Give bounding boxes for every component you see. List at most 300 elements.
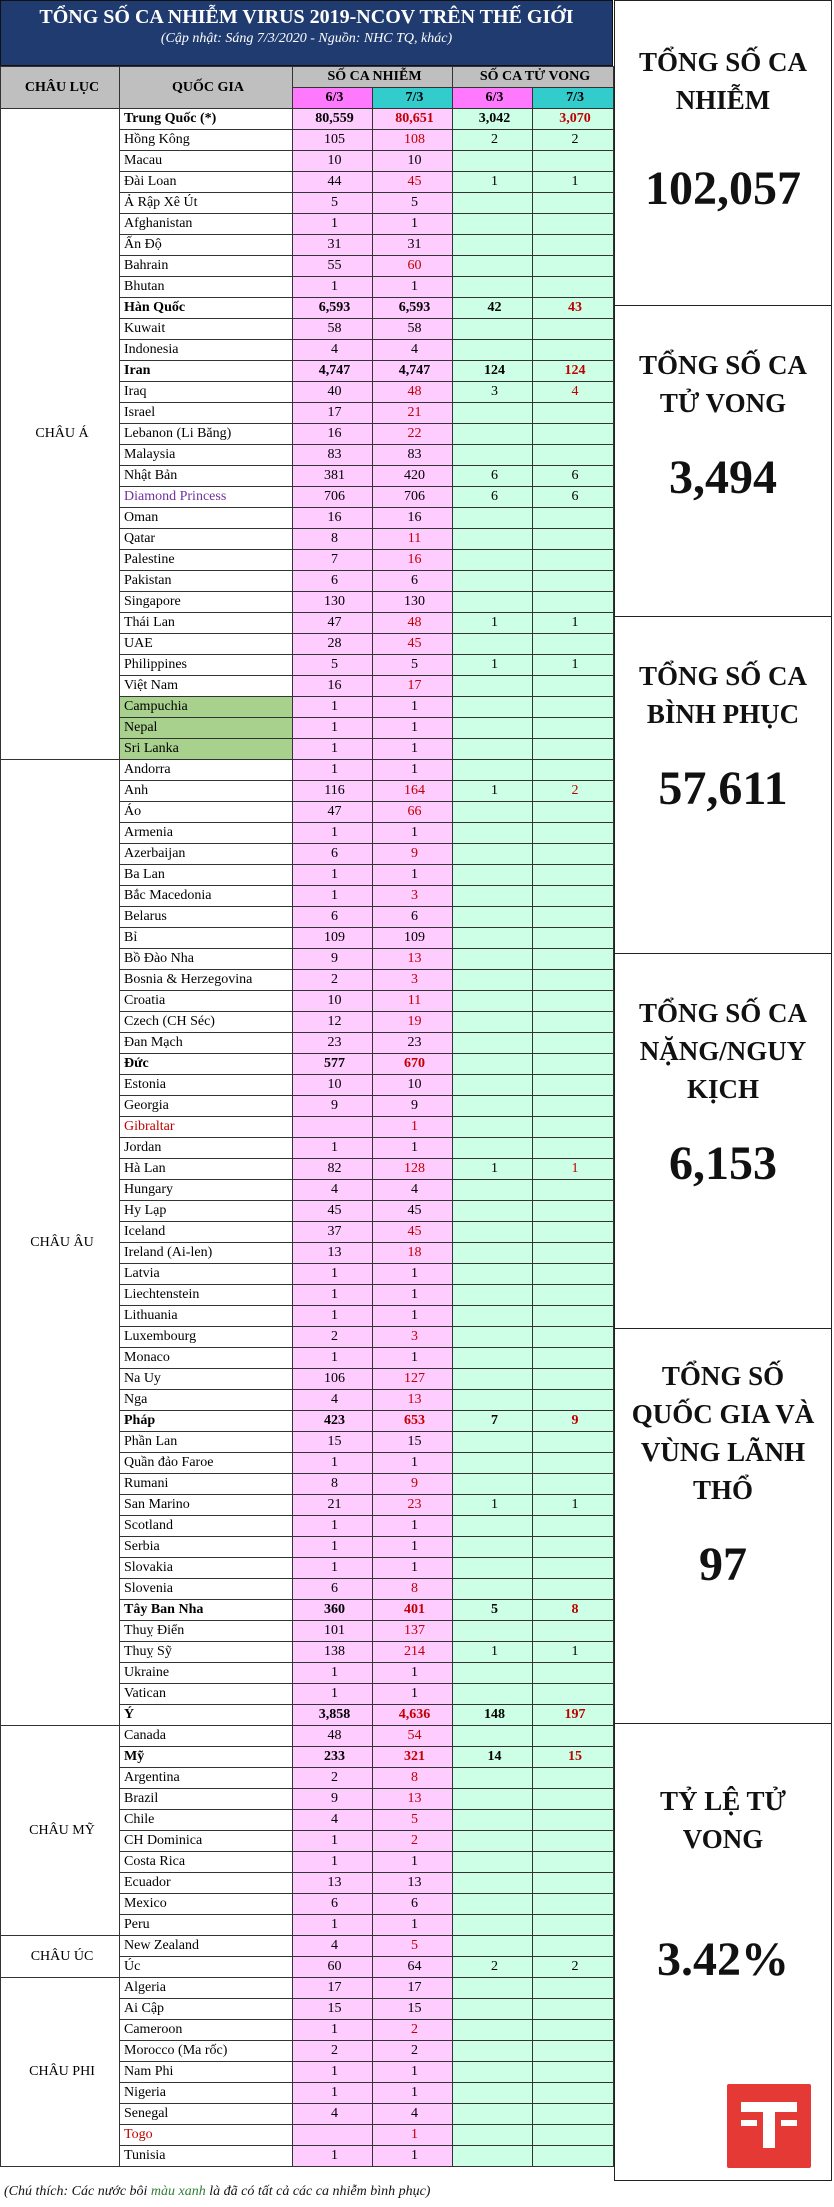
cases-prev-cell: 381 bbox=[293, 466, 373, 487]
country-name: Canada bbox=[120, 1726, 293, 1747]
deaths-prev-cell bbox=[453, 907, 533, 928]
continent-cell: CHÂU Á bbox=[1, 109, 120, 760]
deaths-prev-cell bbox=[453, 1222, 533, 1243]
deaths-prev-cell bbox=[453, 571, 533, 592]
deaths-prev-cell bbox=[453, 1453, 533, 1474]
cases-prev-cell: 1 bbox=[293, 277, 373, 298]
deaths-prev-cell bbox=[453, 1894, 533, 1915]
deaths-curr-cell bbox=[533, 1810, 614, 1831]
cases-curr-cell: 4,636 bbox=[373, 1705, 453, 1726]
fatality-value: 3.42% bbox=[657, 1933, 789, 1986]
continent-header: CHÂU LỤC bbox=[1, 67, 120, 109]
cases-prev-cell: 16 bbox=[293, 508, 373, 529]
cases-curr-cell: 18 bbox=[373, 1243, 453, 1264]
cases-prev-cell: 21 bbox=[293, 1495, 373, 1516]
cases-curr-cell: 137 bbox=[373, 1621, 453, 1642]
cases-prev-cell: 1 bbox=[293, 1663, 373, 1684]
deaths-prev-cell bbox=[453, 1558, 533, 1579]
cases-curr-cell: 653 bbox=[373, 1411, 453, 1432]
country-name: Tây Ban Nha bbox=[120, 1600, 293, 1621]
country-name: Diamond Princess bbox=[120, 487, 293, 508]
cases-prev-cell: 31 bbox=[293, 235, 373, 256]
deaths-prev-cell bbox=[453, 1012, 533, 1033]
deaths-prev-cell bbox=[453, 1369, 533, 1390]
cases-prev-cell: 6,593 bbox=[293, 298, 373, 319]
deaths-prev-cell bbox=[453, 949, 533, 970]
tuoi-tre-logo-icon bbox=[727, 2084, 811, 2168]
cases-curr-cell: 5 bbox=[373, 1810, 453, 1831]
deaths-curr-cell: 1 bbox=[533, 172, 614, 193]
cases-curr-cell: 4 bbox=[373, 340, 453, 361]
deaths-prev-cell bbox=[453, 1936, 533, 1957]
country-name: Singapore bbox=[120, 592, 293, 613]
deaths-curr-cell bbox=[533, 1453, 614, 1474]
deaths-curr-cell bbox=[533, 1117, 614, 1138]
deaths-prev-cell bbox=[453, 928, 533, 949]
cases-prev-cell: 1 bbox=[293, 865, 373, 886]
deaths-prev-cell bbox=[453, 424, 533, 445]
cases-prev-cell: 233 bbox=[293, 1747, 373, 1768]
cases-prev-cell: 130 bbox=[293, 592, 373, 613]
summary-panel bbox=[614, 0, 832, 2181]
country-name: Brazil bbox=[120, 1789, 293, 1810]
deaths-curr-cell bbox=[533, 319, 614, 340]
cases-curr-cell: 6 bbox=[373, 1894, 453, 1915]
deaths-curr-cell bbox=[533, 886, 614, 907]
cases-curr-cell: 321 bbox=[373, 1747, 453, 1768]
country-name: Nga bbox=[120, 1390, 293, 1411]
country-name: Hy Lạp bbox=[120, 1201, 293, 1222]
deaths-prev-cell bbox=[453, 1768, 533, 1789]
cases-curr-cell: 45 bbox=[373, 172, 453, 193]
cases-prev-cell: 28 bbox=[293, 634, 373, 655]
deaths-curr-cell bbox=[533, 1852, 614, 1873]
deaths-curr-cell bbox=[533, 529, 614, 550]
cases-prev-cell: 109 bbox=[293, 928, 373, 949]
deaths-curr-cell bbox=[533, 1726, 614, 1747]
country-name: Đan Mạch bbox=[120, 1033, 293, 1054]
deaths-prev-cell bbox=[453, 1726, 533, 1747]
cases-prev-cell: 58 bbox=[293, 319, 373, 340]
cases-prev-cell: 4 bbox=[293, 1810, 373, 1831]
deaths-prev-cell bbox=[453, 970, 533, 991]
country-name: Ba Lan bbox=[120, 865, 293, 886]
country-name: Thái Lan bbox=[120, 613, 293, 634]
cases-curr-cell: 9 bbox=[373, 1474, 453, 1495]
country-name: Algeria bbox=[120, 1978, 293, 1999]
cases-curr-cell: 1 bbox=[373, 1453, 453, 1474]
country-name: Morocco (Ma rốc) bbox=[120, 2041, 293, 2062]
cases-prev-cell: 1 bbox=[293, 697, 373, 718]
deaths-curr-cell: 2 bbox=[533, 130, 614, 151]
cases-prev-cell: 1 bbox=[293, 739, 373, 760]
country-name: Lithuania bbox=[120, 1306, 293, 1327]
deaths-prev-cell: 124 bbox=[453, 361, 533, 382]
deaths-curr-cell bbox=[533, 1978, 614, 1999]
table-row bbox=[1, 1936, 614, 1957]
cases-prev-cell: 6 bbox=[293, 907, 373, 928]
deaths-curr-cell bbox=[533, 1474, 614, 1495]
cases-prev-cell: 706 bbox=[293, 487, 373, 508]
deaths-curr-cell bbox=[533, 1264, 614, 1285]
deaths-curr-cell bbox=[533, 1348, 614, 1369]
deaths-curr-cell bbox=[533, 823, 614, 844]
country-name: Nhật Bản bbox=[120, 466, 293, 487]
cases-prev-cell: 5 bbox=[293, 193, 373, 214]
cases-prev-cell bbox=[293, 2125, 373, 2146]
deaths-curr-cell bbox=[533, 718, 614, 739]
cases-prev-cell: 1 bbox=[293, 1915, 373, 1936]
deaths-prev-cell bbox=[453, 760, 533, 781]
country-name: Iraq bbox=[120, 382, 293, 403]
country-name: Qatar bbox=[120, 529, 293, 550]
deaths-prev-cell bbox=[453, 718, 533, 739]
deaths-curr-cell: 3,070 bbox=[533, 109, 614, 130]
country-name: Iceland bbox=[120, 1222, 293, 1243]
deaths-curr-cell bbox=[533, 1243, 614, 1264]
country-name: Gibraltar bbox=[120, 1117, 293, 1138]
cases-prev-cell: 1 bbox=[293, 2020, 373, 2041]
total-deaths-value: 3,494 bbox=[669, 451, 777, 504]
cases-prev-cell: 3,858 bbox=[293, 1705, 373, 1726]
cases-curr-cell: 13 bbox=[373, 1873, 453, 1894]
total-deaths-box bbox=[615, 306, 831, 617]
deaths-prev-cell: 6 bbox=[453, 466, 533, 487]
table-row bbox=[1, 760, 614, 781]
deaths-prev-cell bbox=[453, 844, 533, 865]
critical-label: TỔNG SỐ CA NẶNG/NGUY KỊCH bbox=[638, 998, 808, 1104]
deaths-curr-cell bbox=[533, 2125, 614, 2146]
deaths-prev-cell bbox=[453, 1327, 533, 1348]
deaths-curr-cell bbox=[533, 1873, 614, 1894]
deaths-curr-cell bbox=[533, 802, 614, 823]
cases-prev-cell: 2 bbox=[293, 1768, 373, 1789]
cases-header: SỐ CA NHIỄM bbox=[293, 67, 453, 88]
cases-prev-cell: 10 bbox=[293, 151, 373, 172]
cases-curr-cell: 1 bbox=[373, 718, 453, 739]
cases-prev-cell: 1 bbox=[293, 1852, 373, 1873]
cases-prev-cell: 5 bbox=[293, 655, 373, 676]
deaths-curr-cell bbox=[533, 2104, 614, 2125]
cases-curr-cell: 8 bbox=[373, 1768, 453, 1789]
deaths-curr-cell bbox=[533, 907, 614, 928]
deaths-prev-cell bbox=[453, 1516, 533, 1537]
cases-prev-cell: 60 bbox=[293, 1957, 373, 1978]
cases-prev-cell: 13 bbox=[293, 1243, 373, 1264]
country-name: Costa Rica bbox=[120, 1852, 293, 1873]
countries-box bbox=[615, 1329, 831, 1724]
deaths-prev-cell bbox=[453, 1117, 533, 1138]
deaths-curr-cell bbox=[533, 634, 614, 655]
cases-curr-cell: 58 bbox=[373, 319, 453, 340]
deaths-curr-cell bbox=[533, 1537, 614, 1558]
deaths-curr-cell bbox=[533, 1138, 614, 1159]
country-name: Senegal bbox=[120, 2104, 293, 2125]
continent-cell: CHÂU ÚC bbox=[1, 1936, 120, 1978]
country-name: Đức bbox=[120, 1054, 293, 1075]
deaths-prev-cell bbox=[453, 403, 533, 424]
deaths-curr-cell bbox=[533, 949, 614, 970]
deaths-curr-cell bbox=[533, 844, 614, 865]
deaths-prev-cell bbox=[453, 2020, 533, 2041]
cases-curr-cell: 1 bbox=[373, 2125, 453, 2146]
cases-prev-cell: 48 bbox=[293, 1726, 373, 1747]
country-name: Vatican bbox=[120, 1684, 293, 1705]
country-name: Rumani bbox=[120, 1474, 293, 1495]
country-name: Ukraine bbox=[120, 1663, 293, 1684]
deaths-prev-cell bbox=[453, 802, 533, 823]
cases-prev-cell: 4 bbox=[293, 1936, 373, 1957]
deaths-prev-cell bbox=[453, 991, 533, 1012]
cases-prev-cell: 1 bbox=[293, 1537, 373, 1558]
country-name: Malaysia bbox=[120, 445, 293, 466]
deaths-curr-cell bbox=[533, 445, 614, 466]
deaths-prev-cell bbox=[453, 697, 533, 718]
country-name: Peru bbox=[120, 1915, 293, 1936]
fatality-label: TỶ LỆ TỬ VONG bbox=[659, 1786, 787, 1854]
deaths-curr-cell bbox=[533, 1369, 614, 1390]
cases-prev-cell: 138 bbox=[293, 1642, 373, 1663]
cases-prev-cell: 23 bbox=[293, 1033, 373, 1054]
deaths-prev-cell bbox=[453, 235, 533, 256]
cases-curr-cell: 31 bbox=[373, 235, 453, 256]
country-name: Armenia bbox=[120, 823, 293, 844]
country-name: Andorra bbox=[120, 760, 293, 781]
country-name: Mexico bbox=[120, 1894, 293, 1915]
cases-curr-cell: 45 bbox=[373, 1222, 453, 1243]
continent-cell: CHÂU ÂU bbox=[1, 760, 120, 1726]
cases-curr-cell: 13 bbox=[373, 1390, 453, 1411]
country-name: Bhutan bbox=[120, 277, 293, 298]
deaths-prev-cell: 3 bbox=[453, 382, 533, 403]
country-name: Serbia bbox=[120, 1537, 293, 1558]
country-name: Áo bbox=[120, 802, 293, 823]
country-name: Bắc Macedonia bbox=[120, 886, 293, 907]
deaths-curr-cell bbox=[533, 1096, 614, 1117]
cases-curr-cell: 13 bbox=[373, 1789, 453, 1810]
cases-curr-cell: 6,593 bbox=[373, 298, 453, 319]
page-subtitle: (Cập nhật: Sáng 7/3/2020 - Nguồn: NHC TQ, khác) bbox=[160, 31, 453, 46]
cases-curr-cell: 1 bbox=[373, 2146, 453, 2167]
country-name: Hàn Quốc bbox=[120, 298, 293, 319]
country-name: CH Dominica bbox=[120, 1831, 293, 1852]
deaths-prev-cell: 1 bbox=[453, 1642, 533, 1663]
country-name: Argentina bbox=[120, 1768, 293, 1789]
cases-curr-cell: 4,747 bbox=[373, 361, 453, 382]
deaths-prev-cell bbox=[453, 1243, 533, 1264]
page-title: TỔNG SỐ CA NHIỄM VIRUS 2019-NCOV TRÊN THẾ GIỚI bbox=[39, 6, 574, 28]
country-name: Hồng Kông bbox=[120, 130, 293, 151]
cases-curr-cell: 1 bbox=[373, 1537, 453, 1558]
cases-prev-cell: 1 bbox=[293, 718, 373, 739]
deaths-prev-cell: 5 bbox=[453, 1600, 533, 1621]
country-name: Campuchia bbox=[120, 697, 293, 718]
cases-prev-cell: 4 bbox=[293, 1390, 373, 1411]
deaths-curr-cell bbox=[533, 1306, 614, 1327]
deaths-prev-cell: 148 bbox=[453, 1705, 533, 1726]
deaths-prev-cell: 2 bbox=[453, 1957, 533, 1978]
deaths-curr-cell: 4 bbox=[533, 382, 614, 403]
recovered-label: TỔNG SỐ CA BÌNH PHỤC bbox=[638, 661, 808, 729]
country-name: New Zealand bbox=[120, 1936, 293, 1957]
country-name: Georgia bbox=[120, 1096, 293, 1117]
deaths-curr-cell: 197 bbox=[533, 1705, 614, 1726]
country-name: Ý bbox=[120, 1705, 293, 1726]
cases-prev-cell: 10 bbox=[293, 991, 373, 1012]
deaths-curr-cell bbox=[533, 340, 614, 361]
deaths-curr-cell bbox=[533, 1579, 614, 1600]
deaths-prev-cell bbox=[453, 1432, 533, 1453]
footnote-prefix: (Chú thích: Các nước bôi bbox=[4, 2184, 151, 2199]
critical-value: 6,153 bbox=[669, 1137, 777, 1190]
title-banner bbox=[0, 0, 613, 66]
country-name: Lebanon (Li Băng) bbox=[120, 424, 293, 445]
cases-curr-cell: 5 bbox=[373, 655, 453, 676]
cases-curr-cell: 1 bbox=[373, 1264, 453, 1285]
deaths-prev-cell bbox=[453, 151, 533, 172]
deaths-curr-cell bbox=[533, 2062, 614, 2083]
deaths-prev-cell bbox=[453, 1999, 533, 2020]
deaths-prev-cell bbox=[453, 2041, 533, 2062]
cases-prev-cell: 8 bbox=[293, 1474, 373, 1495]
cases-curr-cell: 6 bbox=[373, 907, 453, 928]
deaths-prev-cell bbox=[453, 1033, 533, 1054]
country-name: Togo bbox=[120, 2125, 293, 2146]
cases-curr-cell: 10 bbox=[373, 151, 453, 172]
country-name: Hà Lan bbox=[120, 1159, 293, 1180]
country-name: Pakistan bbox=[120, 571, 293, 592]
deaths-prev-cell bbox=[453, 1180, 533, 1201]
deaths-prev-cell bbox=[453, 1852, 533, 1873]
continent-cell: CHÂU MỸ bbox=[1, 1726, 120, 1936]
deaths-curr-cell: 1 bbox=[533, 613, 614, 634]
critical-box bbox=[615, 954, 831, 1329]
total-cases-label: TỔNG SỐ CA NHIỄM bbox=[638, 47, 808, 115]
case-table bbox=[0, 66, 614, 2167]
deaths-prev-cell bbox=[453, 529, 533, 550]
cases-prev-cell: 1 bbox=[293, 2146, 373, 2167]
country-name: Ai Cập bbox=[120, 1999, 293, 2020]
cases-prev-cell: 1 bbox=[293, 1558, 373, 1579]
cases-curr-cell: 108 bbox=[373, 130, 453, 151]
cases-prev-cell: 12 bbox=[293, 1012, 373, 1033]
deaths-curr-cell: 2 bbox=[533, 781, 614, 802]
countries-value: 97 bbox=[699, 1538, 747, 1591]
country-header: QUỐC GIA bbox=[120, 67, 293, 109]
deaths-prev-cell bbox=[453, 1831, 533, 1852]
cases-prev-cell: 1 bbox=[293, 1516, 373, 1537]
cases-prev-cell: 16 bbox=[293, 676, 373, 697]
deaths-prev-cell bbox=[453, 256, 533, 277]
cases-curr-cell: 10 bbox=[373, 1075, 453, 1096]
country-name: Bahrain bbox=[120, 256, 293, 277]
cases-curr-cell: 3 bbox=[373, 886, 453, 907]
deaths-prev-cell bbox=[453, 739, 533, 760]
deaths-prev-cell: 6 bbox=[453, 487, 533, 508]
cases-prev-cell: 360 bbox=[293, 1600, 373, 1621]
deaths-curr-cell bbox=[533, 1684, 614, 1705]
deaths-prev-cell bbox=[453, 1579, 533, 1600]
country-name: Anh bbox=[120, 781, 293, 802]
deaths-prev-cell bbox=[453, 340, 533, 361]
deaths-curr-cell bbox=[533, 235, 614, 256]
deaths-curr-cell bbox=[533, 676, 614, 697]
cases-prev-cell: 1 bbox=[293, 1453, 373, 1474]
deaths-prev-cell bbox=[453, 214, 533, 235]
cases-curr-cell: 670 bbox=[373, 1054, 453, 1075]
cases-prev-cell: 1 bbox=[293, 2062, 373, 2083]
cases-prev-cell: 83 bbox=[293, 445, 373, 466]
country-name: Na Uy bbox=[120, 1369, 293, 1390]
country-name: Nigeria bbox=[120, 2083, 293, 2104]
country-name: Azerbaijan bbox=[120, 844, 293, 865]
deaths-prev-cell bbox=[453, 1075, 533, 1096]
deaths-prev-cell bbox=[453, 193, 533, 214]
deaths-curr-cell bbox=[533, 928, 614, 949]
deaths-prev-cell bbox=[453, 1096, 533, 1117]
cases-curr-cell: 128 bbox=[373, 1159, 453, 1180]
deaths-curr-cell bbox=[533, 256, 614, 277]
cases-prev-cell: 45 bbox=[293, 1201, 373, 1222]
deaths-prev-cell bbox=[453, 1663, 533, 1684]
deaths-curr-cell bbox=[533, 424, 614, 445]
deaths-prev-cell bbox=[453, 1873, 533, 1894]
cases-prev-cell: 1 bbox=[293, 823, 373, 844]
cases-curr-cell: 1 bbox=[373, 1684, 453, 1705]
cases-prev-cell: 106 bbox=[293, 1369, 373, 1390]
deaths-curr-cell: 1 bbox=[533, 1642, 614, 1663]
recovered-value: 57,611 bbox=[658, 762, 788, 815]
cases-curr-cell: 2 bbox=[373, 2020, 453, 2041]
deaths-curr-cell bbox=[533, 1285, 614, 1306]
cases-date-1: 6/3 bbox=[293, 88, 373, 109]
cases-prev-cell: 2 bbox=[293, 2041, 373, 2062]
cases-prev-cell: 6 bbox=[293, 1579, 373, 1600]
country-name: UAE bbox=[120, 634, 293, 655]
deaths-prev-cell bbox=[453, 1537, 533, 1558]
deaths-prev-cell bbox=[453, 2125, 533, 2146]
deaths-prev-cell: 1 bbox=[453, 1159, 533, 1180]
deaths-curr-cell: 124 bbox=[533, 361, 614, 382]
cases-curr-cell: 11 bbox=[373, 991, 453, 1012]
country-name: Liechtenstein bbox=[120, 1285, 293, 1306]
country-name: Iran bbox=[120, 361, 293, 382]
deaths-curr-cell bbox=[533, 1432, 614, 1453]
cases-curr-cell: 11 bbox=[373, 529, 453, 550]
cases-curr-cell: 2 bbox=[373, 1831, 453, 1852]
deaths-prev-cell bbox=[453, 1264, 533, 1285]
case-table-body bbox=[1, 109, 614, 2167]
country-name: Mỹ bbox=[120, 1747, 293, 1768]
cases-prev-cell: 105 bbox=[293, 130, 373, 151]
cases-prev-cell: 1 bbox=[293, 886, 373, 907]
cases-curr-cell: 17 bbox=[373, 676, 453, 697]
deaths-curr-cell bbox=[533, 592, 614, 613]
cases-curr-cell: 83 bbox=[373, 445, 453, 466]
cases-curr-cell: 80,651 bbox=[373, 109, 453, 130]
deaths-curr-cell bbox=[533, 1663, 614, 1684]
deaths-prev-cell bbox=[453, 2083, 533, 2104]
cases-curr-cell: 1 bbox=[373, 1852, 453, 1873]
cases-curr-cell: 1 bbox=[373, 697, 453, 718]
deaths-prev-cell: 2 bbox=[453, 130, 533, 151]
cases-prev-cell: 44 bbox=[293, 172, 373, 193]
cases-prev-cell: 1 bbox=[293, 1138, 373, 1159]
cases-prev-cell: 15 bbox=[293, 1432, 373, 1453]
deaths-prev-cell: 14 bbox=[453, 1747, 533, 1768]
cases-curr-cell: 1 bbox=[373, 1285, 453, 1306]
deaths-curr-cell bbox=[533, 1768, 614, 1789]
